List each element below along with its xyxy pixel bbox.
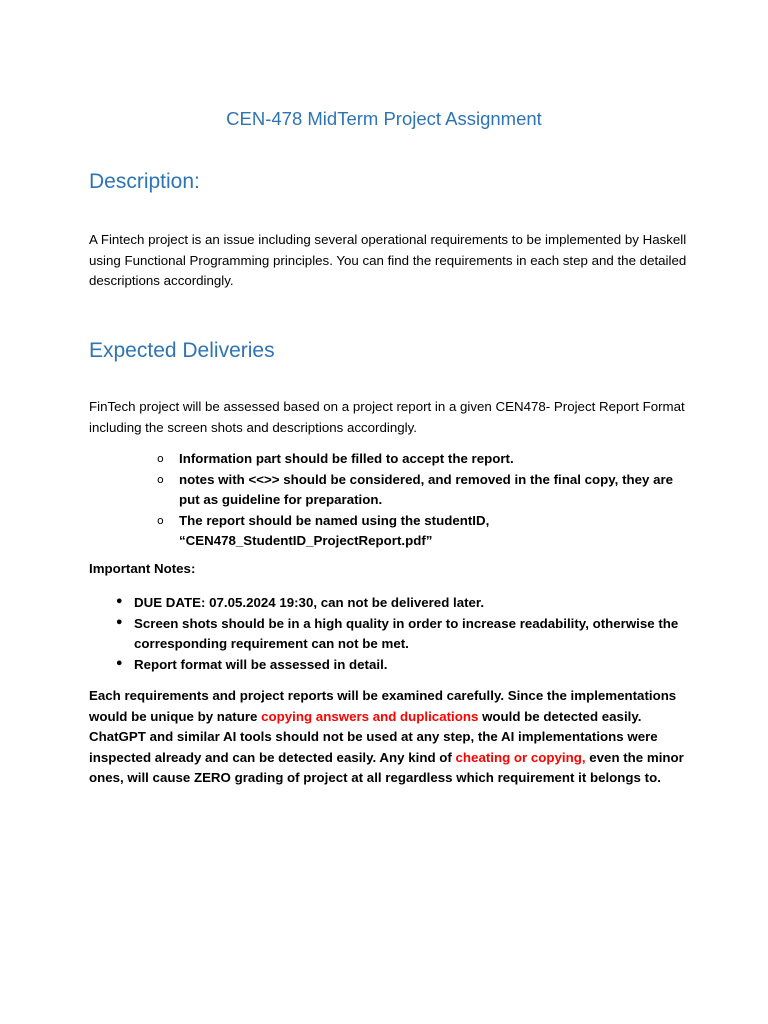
warning-text-copying: copying answers and duplications bbox=[261, 708, 479, 724]
hollow-bullet-icon: o bbox=[157, 513, 164, 527]
description-paragraph: A Fintech project is an issue including several operational requirements to be implemented by Haskell using Functional Programming principles. You can find the requirements in each step and the detailed descriptions accordingly. bbox=[89, 232, 687, 288]
closing-text-1: Each requirements and project reports will be examined carefully. Since the implementations would be unique by nature bbox=[89, 688, 677, 724]
bullet-icon: • bbox=[115, 595, 124, 610]
deliveries-heading: Expected Deliveries bbox=[89, 339, 275, 362]
list-item bbox=[157, 470, 687, 511]
list-item-text: DUE DATE: 07.05.2024 19:30, can not be delivered later. bbox=[134, 595, 485, 610]
list-item-text: Screen shots should be in a high quality in order to increase readability, otherwise the corresponding requirement can not be met. bbox=[134, 615, 679, 651]
closing-paragraph bbox=[89, 686, 689, 789]
warning-text-cheating: cheating or copying, bbox=[455, 749, 586, 765]
hollow-bullet-icon: o bbox=[157, 472, 164, 486]
important-notes-list bbox=[115, 593, 685, 675]
list-item bbox=[115, 593, 685, 614]
important-notes-title: Important Notes: bbox=[89, 561, 196, 576]
closing-text-2: would be detected easily. ChatGPT and similar AI tools should not be used at any step, the AI implementations were inspected already and can be detected easily. Any kind of bbox=[89, 708, 658, 765]
closing-text-3: even the minor ones, will cause ZERO grading of project at all regardless which requirement it belongs to. bbox=[89, 749, 684, 785]
list-item-text: The report should be named using the studentID, “CEN478_StudentID_ProjectReport.pdf” bbox=[179, 512, 490, 548]
bullet-icon: • bbox=[115, 615, 124, 631]
list-item-text: notes with <<>> should be considered, and removed in the final copy, they are put as guideline for preparation. bbox=[179, 471, 674, 507]
list-item bbox=[157, 511, 687, 552]
document-title: CEN-478 MidTerm Project Assignment bbox=[226, 108, 542, 129]
bullet-icon: • bbox=[115, 656, 124, 672]
hollow-bullet-icon: o bbox=[157, 452, 164, 465]
list-item bbox=[157, 449, 687, 470]
list-item-text: Report format will be assessed in detail. bbox=[134, 656, 388, 672]
list-item-text: Information part should be filled to accept the report. bbox=[179, 451, 514, 466]
list-item bbox=[115, 614, 685, 655]
deliveries-paragraph: FinTech project will be assessed based on a project report in a given CEN478- Project Report Format including the screen shots and descriptions accordingly. bbox=[89, 399, 685, 435]
list-item bbox=[115, 655, 685, 676]
description-heading: Description: bbox=[89, 170, 200, 193]
report-requirements-list bbox=[157, 449, 687, 552]
